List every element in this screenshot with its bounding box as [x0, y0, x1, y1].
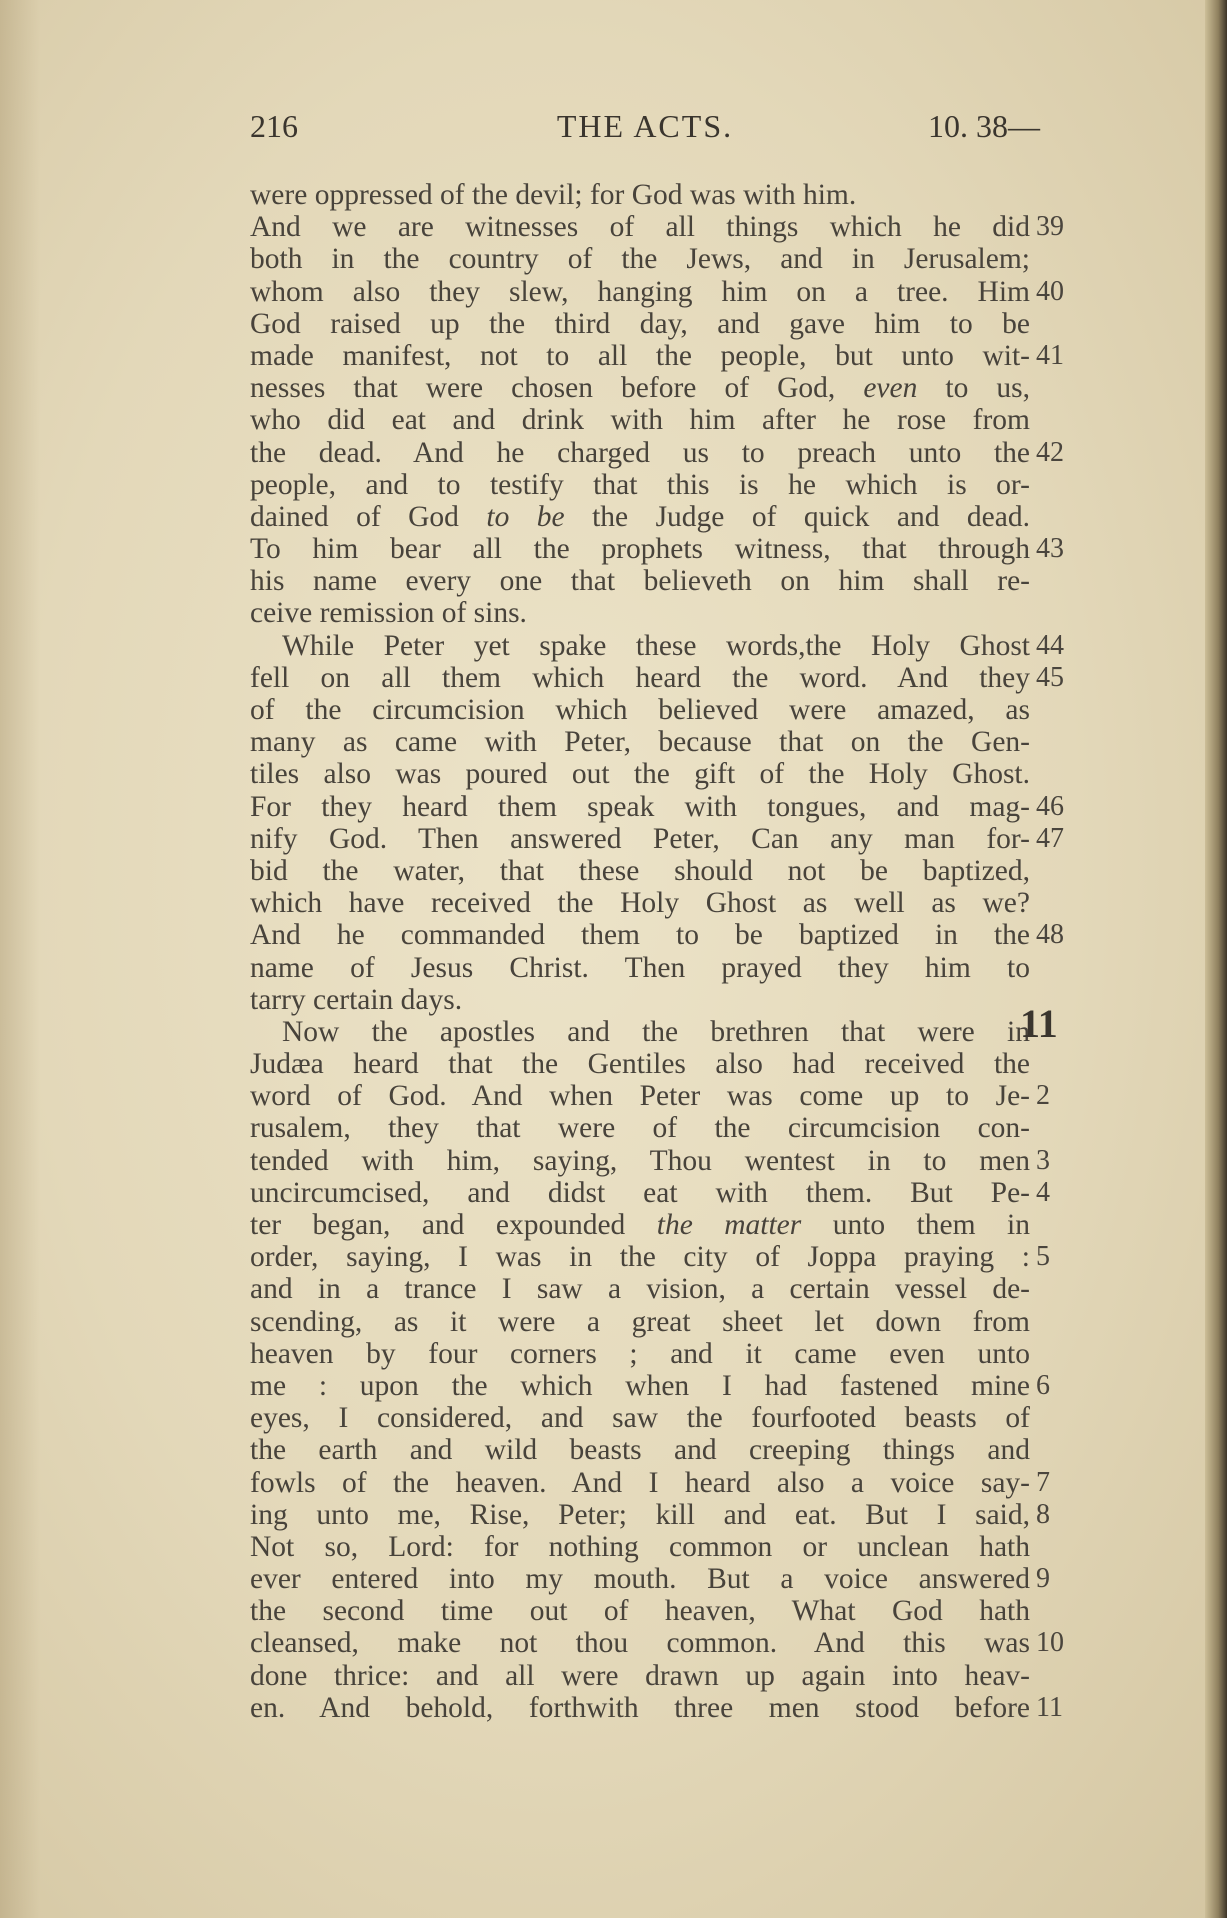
line-text: order, saying, I was in the city of Joppa praying :	[250, 1241, 1030, 1274]
text-line	[250, 952, 1030, 984]
text-line	[250, 469, 1030, 501]
text-line	[250, 1112, 1030, 1144]
line-text: name of Jesus Christ. Then prayed they him to	[250, 951, 1030, 984]
text-line	[250, 533, 1064, 566]
text-segment: ter began, and expounded	[250, 1209, 657, 1241]
text-line	[250, 1369, 1050, 1402]
text-line	[250, 436, 1064, 469]
text-line	[250, 694, 1030, 726]
line-text: fell on all them which heard the word. And they	[250, 661, 1030, 694]
line-text: God raised up the third day, and gave him to be	[250, 307, 1030, 340]
verse-number: 47	[1036, 822, 1064, 854]
line-text: tarry certain days.	[250, 983, 463, 1016]
verse-number: 6	[1036, 1369, 1050, 1401]
line-text: For they heard them speak with tongues, and mag-	[250, 790, 1030, 823]
text-line	[250, 275, 1064, 308]
text-line	[250, 501, 1030, 533]
text-line	[250, 372, 1030, 404]
line-text: bid the water, that these should not be baptized,	[250, 854, 1030, 887]
line-text: And he commanded them to be baptized in the	[250, 919, 1030, 952]
verse-number: 2	[1036, 1080, 1050, 1112]
text-line	[250, 919, 1064, 952]
text-segment: dained of God	[250, 500, 487, 533]
text-segment: nesses that were chosen before of God,	[250, 372, 864, 405]
line-text: the second time out of heaven, What God hath	[250, 1595, 1030, 1628]
verse-number: 3	[1036, 1144, 1050, 1176]
text-line	[250, 984, 1030, 1016]
text-line	[250, 855, 1030, 887]
verse-number: 48	[1036, 919, 1064, 951]
verse-number: 4	[1036, 1176, 1050, 1208]
verse-number: 11	[1036, 1691, 1063, 1723]
text-line	[250, 1241, 1050, 1274]
text-line	[250, 758, 1030, 790]
text-line	[250, 822, 1064, 855]
line-text: scending, as it were a great sheet let down from	[250, 1305, 1030, 1338]
page-number: 216	[250, 108, 298, 144]
text-line	[250, 565, 1030, 597]
line-text: To him bear all the prophets witness, that through	[250, 533, 1030, 566]
text-segment: the Judge of quick and dead.	[564, 500, 1030, 533]
line-text: both in the country of the Jews, and in Jerusalem;	[250, 243, 1030, 276]
line-text: Now the apostles and the brethren that were in	[282, 1015, 1030, 1048]
text-line	[250, 211, 1064, 244]
text-line	[250, 243, 1030, 275]
text-line	[250, 1660, 1030, 1692]
text-line	[250, 1144, 1050, 1177]
text-line	[250, 1595, 1030, 1627]
line-text: nify God. Then answered Peter, Can any man for-	[250, 822, 1030, 855]
line-text: who did eat and drink with him after he rose from	[250, 404, 1030, 437]
text-segment: to us,	[917, 372, 1030, 405]
text-segment: unto them in	[801, 1209, 1030, 1241]
page-edge-shadow	[0, 0, 40, 1918]
line-text: ceive remission of sins.	[250, 597, 527, 630]
line-text: his name every one that believeth on him shall re-	[250, 565, 1030, 598]
text-line	[250, 1498, 1050, 1531]
verse-number: 41	[1036, 339, 1064, 371]
italic-supplied-word: to be	[486, 500, 565, 533]
verse-number: 42	[1036, 436, 1064, 468]
verse-number: 8	[1036, 1498, 1050, 1530]
text-line	[250, 1176, 1050, 1209]
verse-number: 7	[1036, 1466, 1050, 1498]
verse-number: 45	[1036, 661, 1064, 693]
scripture-text-block	[250, 179, 1064, 1724]
verse-number: 9	[1036, 1563, 1050, 1595]
verse-number: 5	[1036, 1241, 1050, 1273]
text-line	[250, 308, 1030, 340]
text-line	[250, 1338, 1030, 1370]
text-line	[250, 726, 1030, 758]
line-text: fowls of the heaven. And I heard also a voice say-	[250, 1466, 1030, 1499]
line-text: people, and to testify that this is he which is or-	[250, 468, 1030, 501]
text-line	[250, 1434, 1030, 1466]
line-text: me : upon the which when I had fastened mine	[250, 1369, 1030, 1402]
line-text: of the circumcision which believed were amazed, as	[250, 694, 1030, 726]
text-line	[250, 887, 1030, 919]
verse-number: 39	[1036, 211, 1064, 243]
line-text: uncircumcised, and didst eat with them. But Pe-	[250, 1176, 1030, 1209]
line-text: Judæa heard that the Gentiles also had received the	[250, 1048, 1030, 1081]
line-text: cleansed, make not thou common. And this was	[250, 1627, 1030, 1660]
line-text	[250, 1209, 1030, 1241]
line-text: ever entered into my mouth. But a voice answered	[250, 1563, 1030, 1596]
line-text: Not so, Lord: for nothing common or unclean hath	[250, 1530, 1030, 1563]
line-text	[250, 501, 1030, 533]
chapter-verse-reference: 10. 38—	[928, 108, 1040, 144]
text-line	[250, 1306, 1030, 1338]
verse-number: 46	[1036, 790, 1064, 822]
line-text: many as came with Peter, because that on the Gen-	[250, 726, 1030, 759]
book-spine-shadow	[1205, 0, 1227, 1918]
chapter-number: 11	[1020, 1000, 1058, 1046]
italic-supplied-word: even	[863, 372, 918, 405]
line-text: the earth and wild beasts and creeping things and	[250, 1434, 1030, 1467]
line-text: whom also they slew, hanging him on a tree. Him	[250, 275, 1030, 308]
line-text: heaven by four corners ; and it came even unto	[250, 1337, 1030, 1370]
text-line	[250, 179, 1030, 211]
verse-number: 10	[1036, 1627, 1064, 1659]
text-line	[250, 661, 1064, 694]
text-line	[250, 1209, 1030, 1241]
text-line	[250, 629, 1064, 662]
text-line	[250, 790, 1064, 823]
text-line	[250, 1048, 1030, 1080]
line-text: made manifest, not to all the people, but unto wit-	[250, 339, 1030, 372]
line-text: While Peter yet spake these words,the Holy Ghost	[282, 629, 1030, 662]
text-line	[250, 339, 1064, 372]
text-line	[250, 1000, 1058, 1048]
running-title: THE ACTS.	[556, 108, 734, 144]
text-line	[250, 1563, 1050, 1596]
line-text: the dead. And he charged us to preach unto the	[250, 436, 1030, 469]
text-line	[250, 1402, 1030, 1434]
line-text	[250, 372, 1030, 404]
line-text: tended with him, saying, Thou wentest in to men	[250, 1144, 1030, 1177]
italic-supplied-word: the matter	[656, 1209, 802, 1241]
text-line	[250, 597, 1030, 629]
line-text: were oppressed of the devil; for God was with him.	[250, 179, 857, 211]
text-line	[250, 1466, 1050, 1499]
verse-number: 43	[1036, 533, 1064, 565]
line-text: tiles also was poured out the gift of the Holy Ghost.	[250, 758, 1030, 791]
running-header	[250, 108, 1040, 154]
line-text: rusalem, they that were of the circumcision con-	[250, 1112, 1030, 1145]
line-text: en. And behold, forthwith three men stood before	[250, 1691, 1030, 1724]
text-line	[250, 404, 1030, 436]
text-line	[250, 1080, 1050, 1113]
line-text: eyes, I considered, and saw the fourfooted beasts of	[250, 1402, 1030, 1435]
line-text: done thrice: and all were drawn up again into heav-	[250, 1659, 1030, 1692]
text-line	[250, 1627, 1064, 1660]
text-line	[250, 1531, 1030, 1563]
text-line	[250, 1273, 1030, 1305]
line-text: which have received the Holy Ghost as well as we?	[250, 887, 1030, 920]
verse-number: 40	[1036, 275, 1064, 307]
line-text: and in a trance I saw a vision, a certain vessel de-	[250, 1273, 1030, 1306]
line-text: And we are witnesses of all things which he did	[250, 211, 1030, 244]
line-text: ing unto me, Rise, Peter; kill and eat. But I said,	[250, 1498, 1030, 1531]
text-line	[250, 1691, 1063, 1724]
verse-number: 44	[1036, 629, 1064, 661]
line-text: word of God. And when Peter was come up to Je-	[250, 1080, 1030, 1113]
